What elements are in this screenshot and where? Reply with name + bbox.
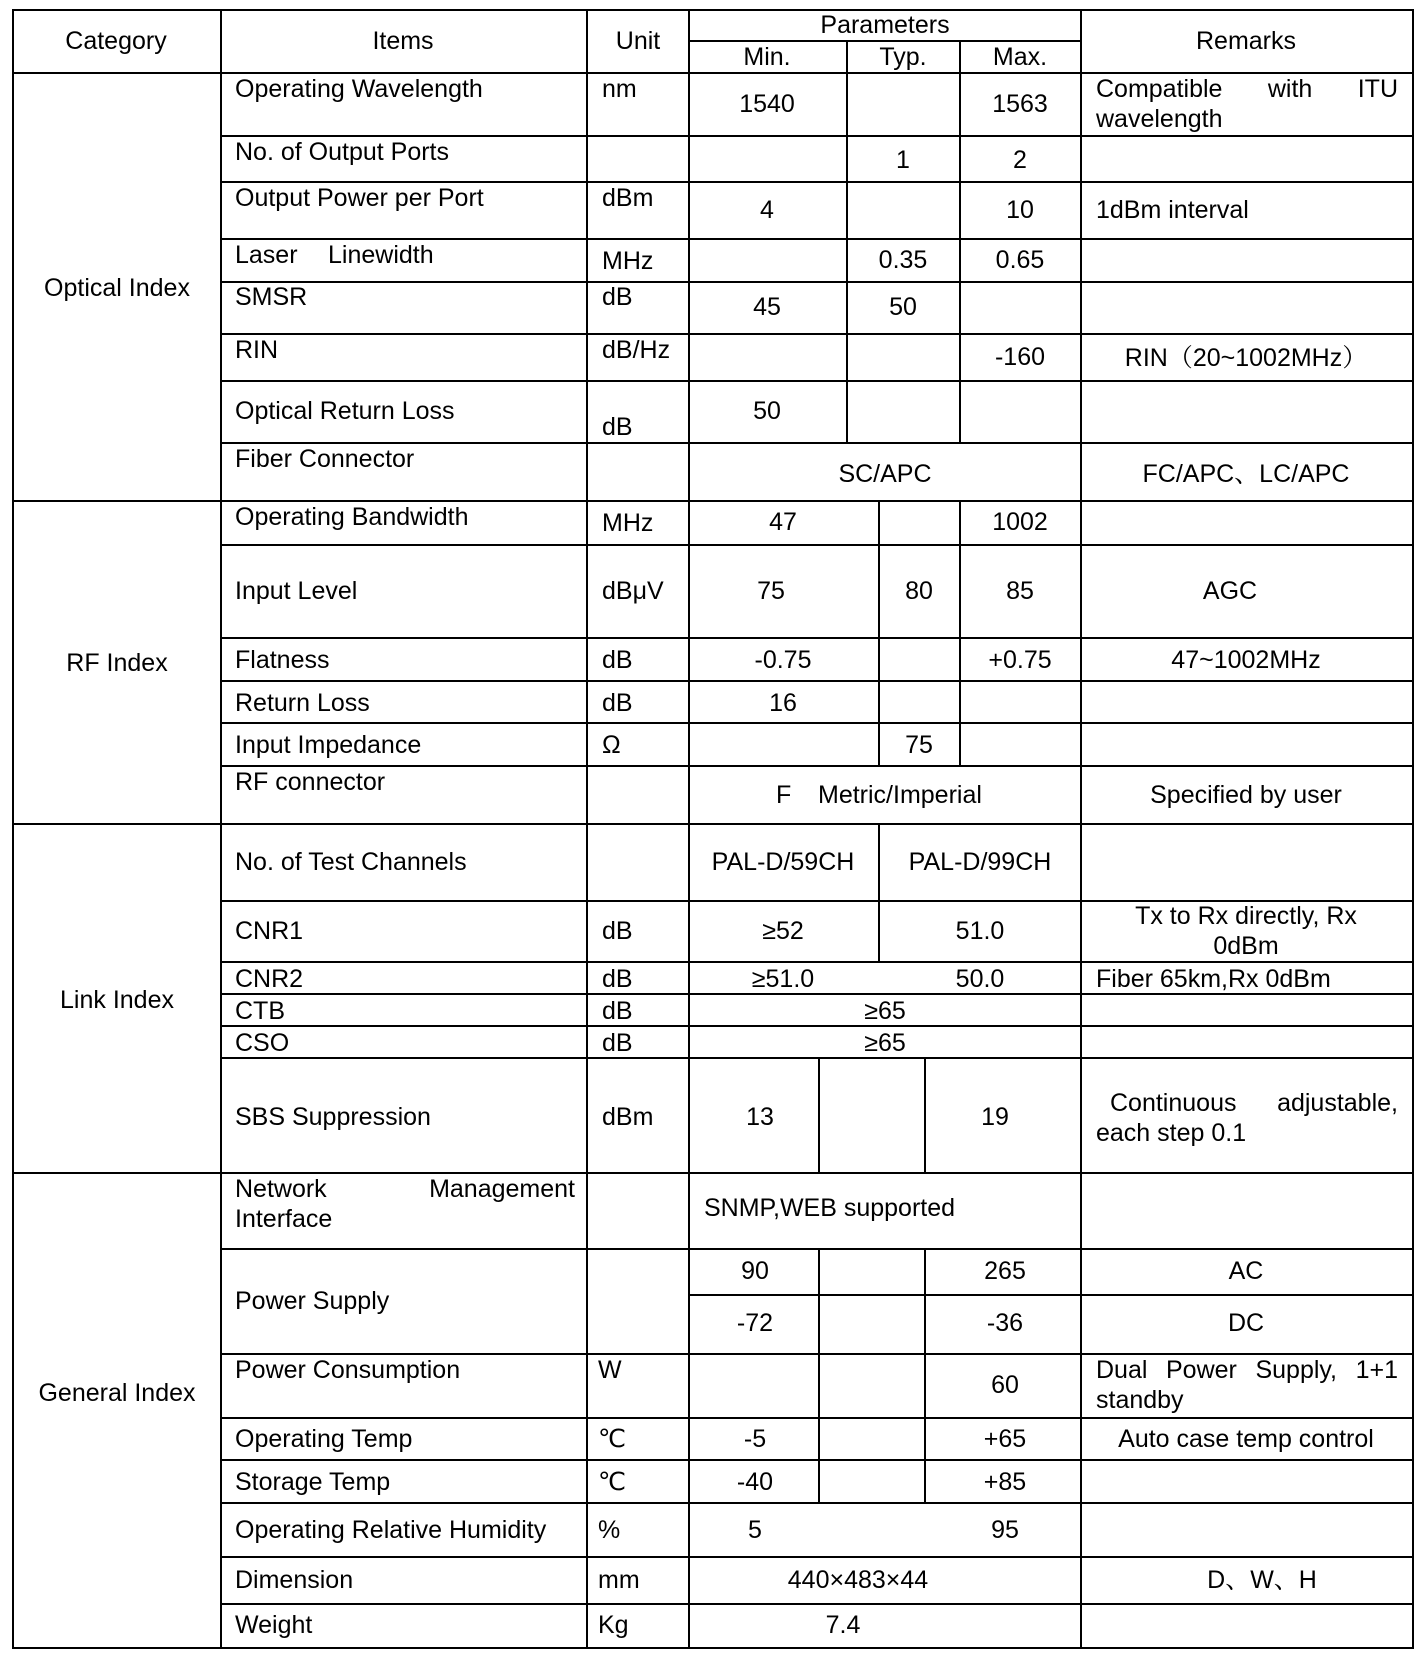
item-rin: RIN — [235, 336, 279, 364]
h-line — [220, 1459, 1414, 1461]
max-operating-temp: +65 — [983, 1425, 1027, 1453]
remark-sbs-line2: each step 0.1 — [1096, 1119, 1247, 1147]
h-line — [220, 333, 1414, 335]
typ-linewidth: 0.35 — [878, 246, 928, 274]
value-channels-59: PAL-D/59CH — [711, 848, 855, 876]
value-rf-connector-standard: Metric/Imperial — [818, 781, 982, 809]
value-network-management: SNMP,WEB supported — [704, 1194, 956, 1222]
header-max: Max. — [992, 43, 1048, 71]
min-smsr: 45 — [753, 293, 781, 321]
item-input-impedance: Input Impedance — [235, 731, 422, 759]
unit-optical-return-loss: dB — [602, 413, 633, 441]
remark-power-supply-dc: DC — [1227, 1309, 1265, 1337]
v-line-unit — [688, 9, 690, 1649]
v-line-link-mid — [878, 823, 880, 962]
min-relative-humidity: 5 — [748, 1516, 762, 1544]
item-fiber-connector: Fiber Connector — [235, 445, 415, 473]
remark-cnr1: Tx to Rx directly, Rx 0dBm — [1135, 902, 1357, 960]
unit-weight: Kg — [598, 1611, 629, 1639]
min-input-level: 75 — [757, 577, 785, 605]
max-power-supply-ac: 265 — [984, 1257, 1026, 1285]
item-operating-temp: Operating Temp — [235, 1425, 413, 1453]
v-line-gen-b — [924, 1248, 926, 1503]
item-operating-bandwidth: Operating Bandwidth — [235, 503, 469, 531]
value-cnr2-99: 50.0 — [955, 965, 1005, 993]
remark-wavelength-line1: Compatible with ITU — [1096, 75, 1398, 103]
h-line — [220, 1417, 1414, 1419]
value-fiber-connector: SC/APC — [838, 460, 932, 488]
h-line — [220, 680, 1414, 682]
remark-fiber-connector: FC/APC、LC/APC — [1142, 460, 1350, 488]
category-link: Link Index — [60, 986, 174, 1014]
max-sbs-suppression: 19 — [981, 1103, 1009, 1131]
item-output-ports: No. of Output Ports — [235, 138, 449, 166]
item-output-power: Output Power per Port — [235, 184, 484, 212]
typ-output-ports: 1 — [896, 146, 910, 174]
unit-power-consumption: W — [598, 1356, 622, 1384]
typ-input-level: 80 — [905, 577, 933, 605]
item-power-supply: Power Supply — [235, 1287, 390, 1315]
item-optical-return-loss: Optical Return Loss — [235, 397, 455, 425]
v-line-remarks — [1080, 9, 1082, 1649]
item-operating-wavelength: Operating Wavelength — [235, 75, 483, 103]
max-operating-bandwidth: 1002 — [992, 508, 1048, 536]
typ-input-impedance: 75 — [905, 731, 933, 759]
item-cnr1: CNR1 — [235, 917, 304, 945]
max-power-consumption: 60 — [991, 1371, 1019, 1399]
min-optical-return-loss: 50 — [753, 397, 781, 425]
header-category: Category — [65, 27, 167, 55]
item-test-channels: No. of Test Channels — [235, 848, 467, 876]
max-relative-humidity: 95 — [991, 1516, 1019, 1544]
unit-output-power: dBm — [602, 184, 654, 212]
item-cnr2: CNR2 — [235, 965, 304, 993]
max-wavelength: 1563 — [992, 90, 1048, 118]
h-line — [220, 1603, 1414, 1605]
unit-cnr2: dB — [602, 965, 633, 993]
item-weight: Weight — [235, 1611, 313, 1639]
v-line-items — [586, 9, 588, 1649]
header-min: Min. — [743, 43, 791, 71]
h-line — [220, 1025, 1414, 1027]
v-line-gen-a — [818, 1248, 820, 1503]
h-line — [220, 281, 1414, 283]
v-line-typ-max — [959, 40, 961, 443]
remark-power-supply-ac: AC — [1228, 1257, 1264, 1285]
h-line-supply-split — [688, 1294, 1414, 1296]
border-top — [12, 9, 1414, 11]
item-smsr: SMSR — [235, 283, 308, 311]
item-cso: CSO — [235, 1029, 290, 1057]
max-linewidth: 0.65 — [995, 246, 1045, 274]
item-laser-word: Laser — [235, 241, 298, 269]
unit-input-level: dBμV — [602, 577, 664, 605]
remark-dimension: D、W、H — [1207, 1566, 1317, 1594]
unit-linewidth: MHz — [602, 247, 654, 275]
item-ctb: CTB — [235, 997, 285, 1025]
min-operating-bandwidth: 47 — [769, 508, 797, 536]
remark-rf-connector: Specified by user — [1150, 781, 1342, 809]
h-line — [220, 1248, 1414, 1250]
remark-flatness: 47~1002MHz — [1171, 646, 1321, 674]
value-ctb: ≥65 — [864, 997, 906, 1025]
item-return-loss: Return Loss — [235, 689, 370, 717]
h-line — [220, 380, 1414, 382]
value-cso: ≥65 — [864, 1029, 906, 1057]
border-left — [12, 9, 14, 1649]
remark-power-consumption-line1: Dual Power Supply, 1+1 — [1096, 1356, 1398, 1384]
min-sbs-suppression: 13 — [746, 1103, 774, 1131]
item-relative-humidity: Operating Relative Humidity — [235, 1516, 547, 1544]
min-operating-temp: -5 — [743, 1425, 767, 1453]
min-storage-temp: -40 — [736, 1468, 774, 1496]
value-dimension: 440×483×44 — [787, 1566, 929, 1594]
unit-return-loss: dB — [602, 689, 633, 717]
unit-dimension: mm — [598, 1566, 640, 1594]
remark-operating-temp: Auto case temp control — [1118, 1425, 1374, 1453]
max-storage-temp: +85 — [983, 1468, 1027, 1496]
unit-input-impedance: Ω — [602, 731, 621, 759]
category-rf: RF Index — [66, 649, 168, 677]
header-typ: Typ. — [879, 43, 927, 71]
h-line — [220, 765, 1414, 767]
item-network-management-line2: Interface — [235, 1205, 333, 1233]
value-weight: 7.4 — [825, 1611, 861, 1639]
h-line — [220, 1556, 1414, 1558]
unit-cnr1: dB — [602, 917, 633, 945]
item-network-management-line1: Network Management — [235, 1175, 575, 1203]
v-line-rf-min — [878, 500, 880, 766]
typ-smsr: 50 — [889, 293, 917, 321]
category-optical: Optical Index — [44, 274, 190, 302]
remark-power-consumption-line2: standby — [1096, 1386, 1184, 1414]
remark-cnr2: Fiber 65km,Rx 0dBm — [1096, 965, 1331, 993]
h-line — [220, 1502, 1414, 1504]
unit-ctb: dB — [602, 997, 633, 1025]
value-cnr2-59: ≥51.0 — [751, 965, 815, 993]
border-bottom — [12, 1647, 1414, 1649]
unit-smsr: dB — [602, 283, 633, 311]
min-wavelength: 1540 — [739, 90, 795, 118]
item-power-consumption: Power Consumption — [235, 1356, 461, 1384]
unit-sbs-suppression: dBm — [602, 1103, 654, 1131]
min-return-loss: 16 — [769, 689, 797, 717]
unit-rin: dB/Hz — [602, 336, 671, 364]
header-unit: Unit — [615, 27, 661, 55]
header-remarks: Remarks — [1195, 27, 1297, 55]
max-output-power: 10 — [1006, 196, 1034, 224]
min-output-power: 4 — [760, 196, 774, 224]
item-linewidth-word: Linewidth — [328, 241, 434, 269]
remark-wavelength-line2: wavelength — [1096, 105, 1223, 133]
remark-rin: RIN（20~1002MHz） — [1124, 344, 1368, 372]
border-right — [1412, 9, 1414, 1649]
v-line-rf-max — [959, 500, 961, 766]
h-line — [220, 637, 1414, 639]
h-line-section — [12, 1172, 1414, 1174]
v-line-sbs-b — [924, 1057, 926, 1173]
remark-input-level: AGC — [1202, 577, 1258, 605]
item-rf-connector: RF connector — [235, 768, 386, 796]
unit-storage-temp: ℃ — [598, 1468, 627, 1496]
item-sbs-suppression: SBS Suppression — [235, 1103, 431, 1131]
item-storage-temp: Storage Temp — [235, 1468, 391, 1496]
max-power-supply-dc: -36 — [986, 1309, 1024, 1337]
item-input-level: Input Level — [235, 577, 358, 605]
value-cnr1-99: 51.0 — [955, 917, 1005, 945]
max-flatness: +0.75 — [988, 646, 1052, 674]
value-channels-99: PAL-D/99CH — [908, 848, 1052, 876]
h-line-section — [12, 823, 1414, 825]
h-line — [220, 544, 1414, 546]
category-general: General Index — [38, 1379, 196, 1407]
min-flatness: -0.75 — [754, 646, 812, 674]
max-input-level: 85 — [1006, 577, 1034, 605]
remark-output-power: 1dBm interval — [1096, 196, 1249, 224]
unit-wavelength: nm — [602, 75, 637, 103]
max-output-ports: 2 — [1013, 146, 1027, 174]
value-rf-connector-type: F — [776, 781, 792, 809]
header-items: Items — [372, 27, 434, 55]
v-line-min-typ — [846, 40, 848, 443]
header-parameters: Parameters — [820, 11, 950, 39]
h-line — [220, 1057, 1414, 1059]
min-power-supply-dc: -72 — [736, 1309, 774, 1337]
unit-relative-humidity: % — [598, 1516, 621, 1544]
unit-cso: dB — [602, 1029, 633, 1057]
h-line — [220, 722, 1414, 724]
unit-operating-temp: ℃ — [598, 1425, 627, 1453]
h-line — [220, 961, 1414, 963]
item-flatness: Flatness — [235, 646, 330, 674]
remark-sbs-line1: Continuous adjustable, — [1110, 1089, 1398, 1117]
v-line-category — [220, 9, 222, 1649]
min-power-supply-ac: 90 — [741, 1257, 769, 1285]
value-cnr1-59: ≥52 — [762, 917, 804, 945]
v-line-sbs-a — [818, 1057, 820, 1173]
unit-operating-bandwidth: MHz — [602, 509, 654, 537]
unit-flatness: dB — [602, 646, 633, 674]
max-rin: -160 — [994, 343, 1046, 371]
item-dimension: Dimension — [235, 1566, 354, 1594]
h-line-section — [12, 500, 1414, 502]
